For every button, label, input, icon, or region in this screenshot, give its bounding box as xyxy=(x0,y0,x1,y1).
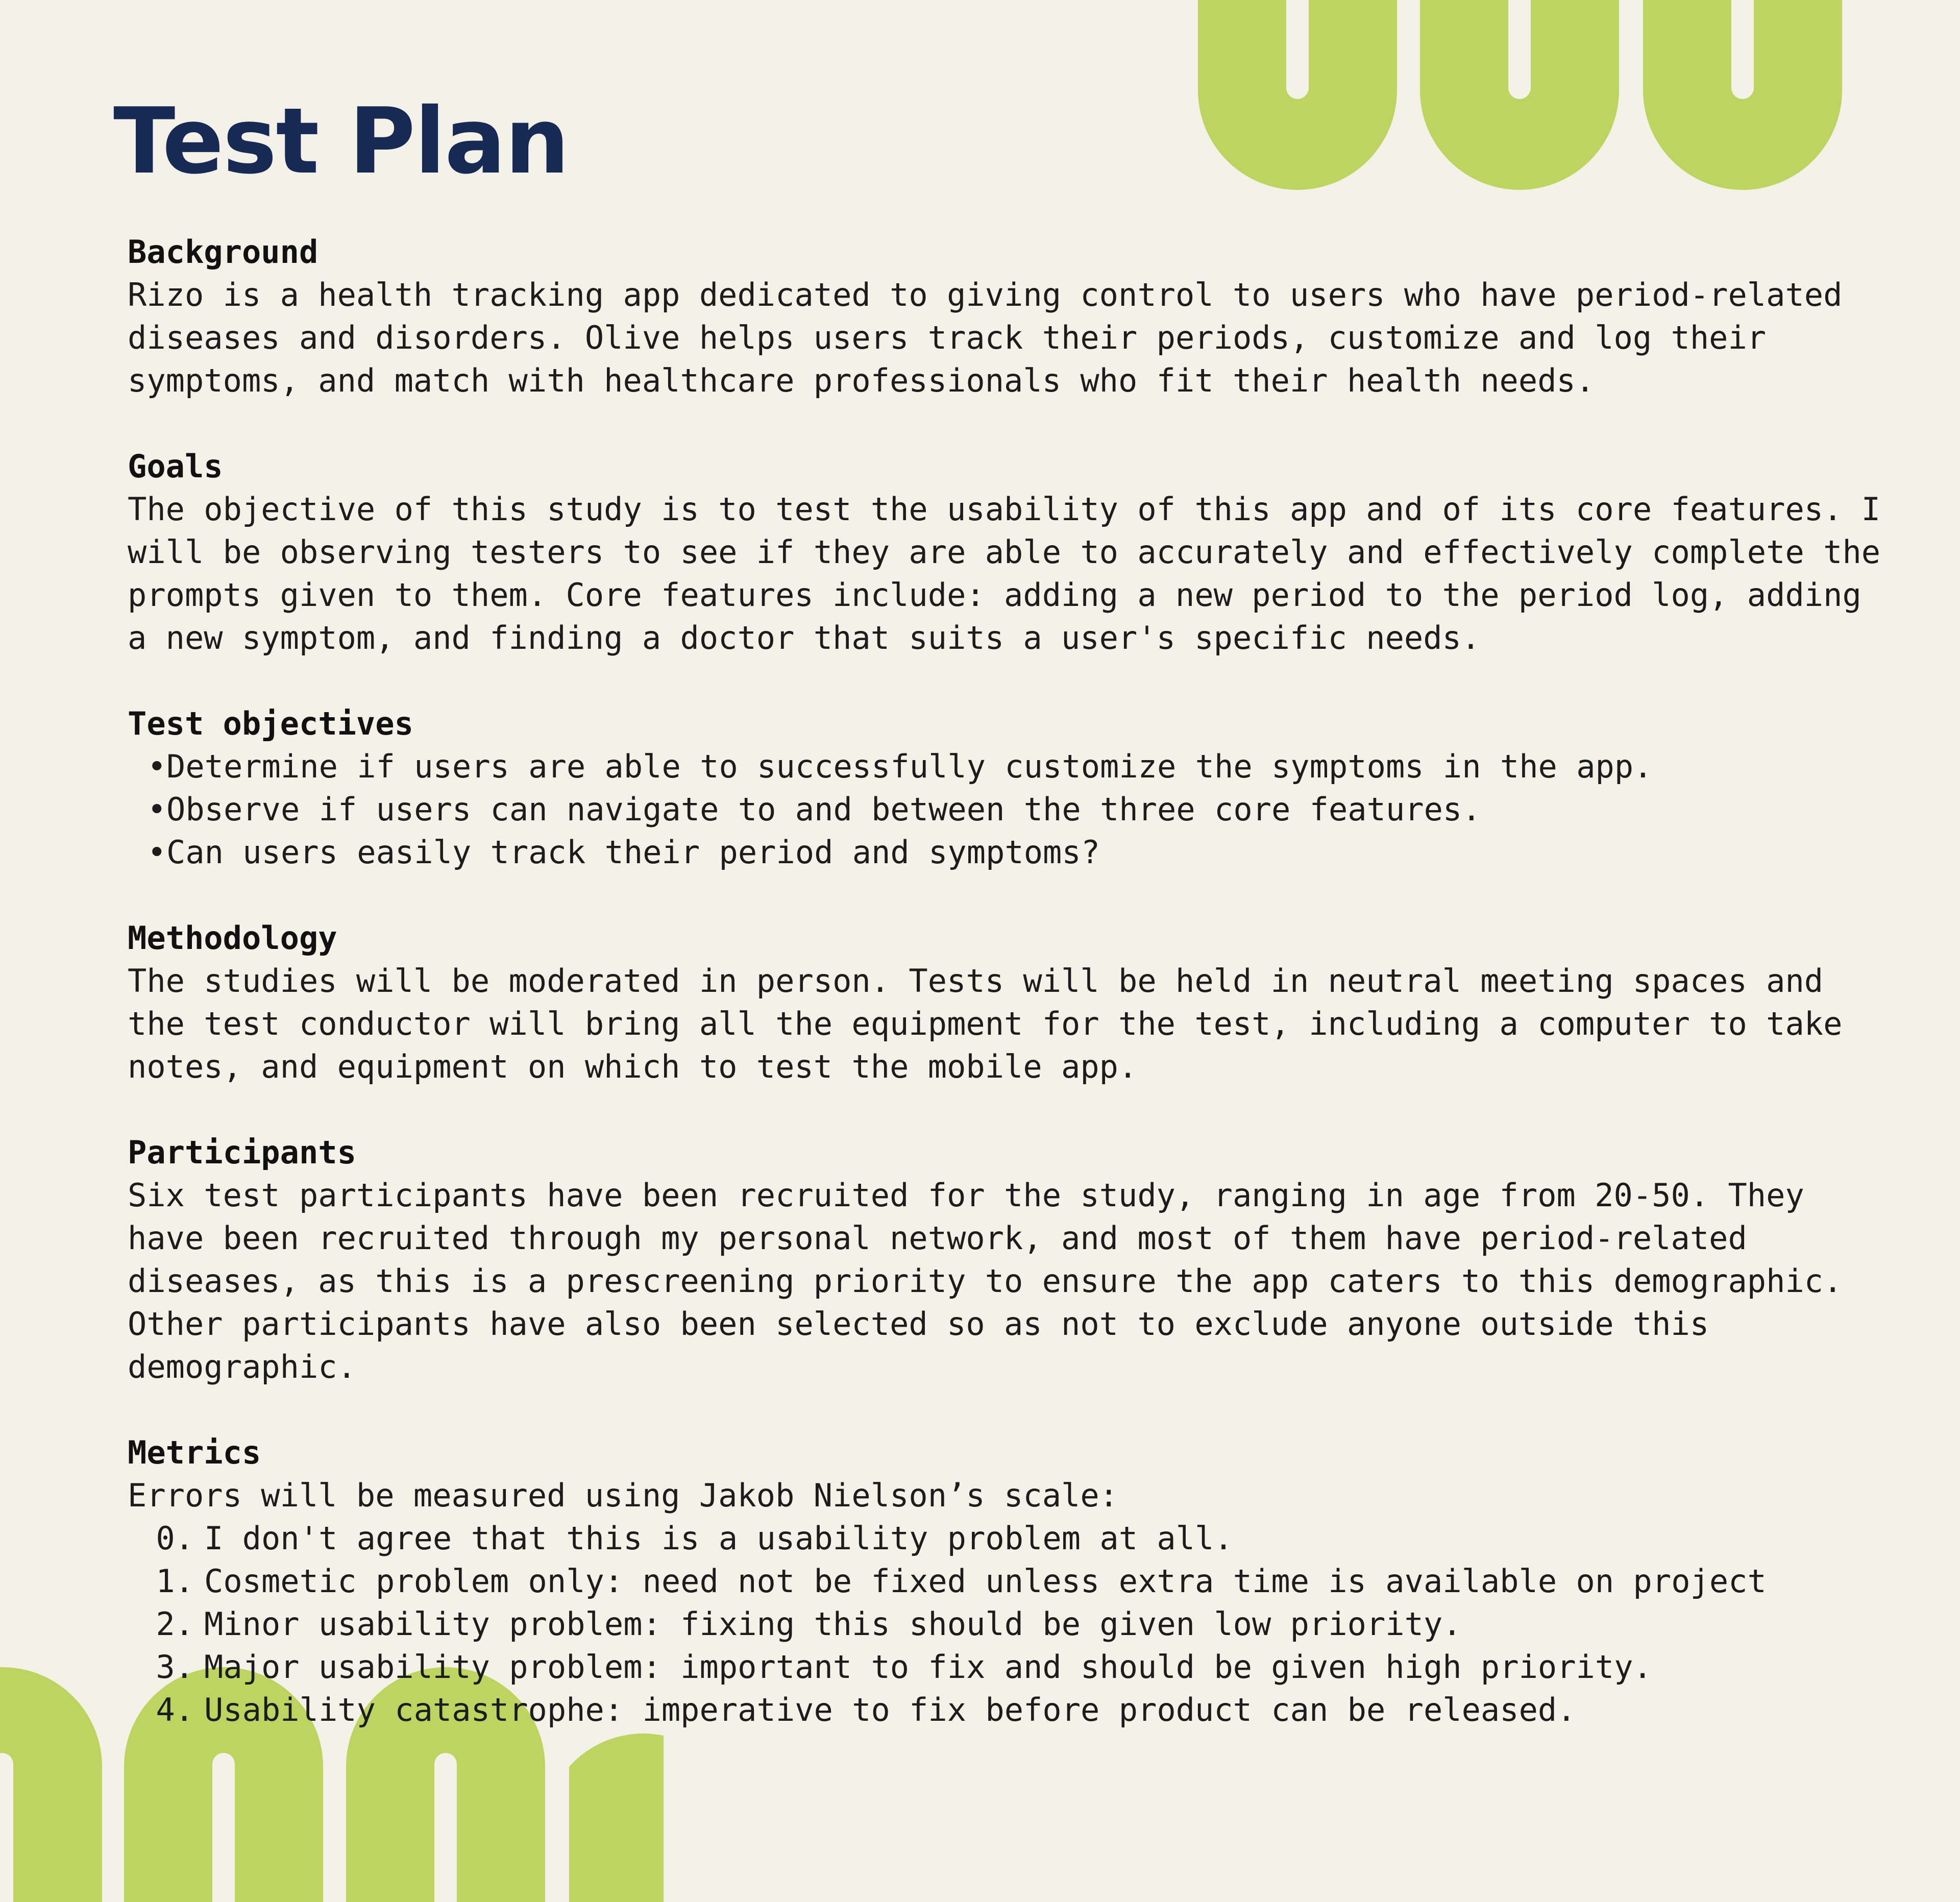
section-heading: Metrics xyxy=(128,1434,261,1471)
scale-text: Usability catastrophe: imperative to fix before product can be released. xyxy=(204,1691,1576,1728)
list-item xyxy=(128,745,1899,788)
scale-text: Cosmetic problem only: need not be fixed unless extra time is available on project xyxy=(204,1563,1767,1600)
section-goals xyxy=(128,445,1899,660)
bullet-icon: • xyxy=(147,791,166,828)
scale-text: Major usability problem: important to fix and should be given high priority. xyxy=(204,1648,1652,1686)
section-methodology xyxy=(128,917,1899,1088)
section-heading: Goals xyxy=(128,448,223,485)
document-body xyxy=(128,231,1899,1774)
list-item xyxy=(128,1689,1899,1732)
section-paragraph: The studies will be moderated in person. Tests will be held in neutral meeting spaces and the test conductor will bring all the equipment for the test, including a computer to take notes, and equipment on which to test the mobile app. xyxy=(128,962,1843,1085)
scale-number: 4. xyxy=(156,1691,194,1728)
scale-text: Minor usability problem: fixing this should be given low priority. xyxy=(204,1605,1462,1643)
decorative-arches-top xyxy=(1198,0,1846,190)
list-item xyxy=(128,1560,1899,1603)
list-item xyxy=(128,1603,1899,1646)
section-heading: Background xyxy=(128,233,318,271)
list-item xyxy=(128,1517,1899,1560)
section-paragraph: The objective of this study is to test the usability of this app and of its core features. I will be observing testers to see if they are able to accurately and effectively complete the prompts given to them. Core features include: adding a new period to the period log, adding a new symptom, and finding a doctor that suits a user's specific needs. xyxy=(128,491,1881,656)
bullet-icon: • xyxy=(147,748,166,785)
page-title: Test Plan xyxy=(113,88,569,194)
list-item-text: Observe if users can navigate to and between the three core features. xyxy=(166,791,1481,828)
section-participants xyxy=(128,1131,1899,1388)
section-test-objectives xyxy=(128,702,1899,874)
scale-number: 2. xyxy=(156,1605,194,1643)
section-heading: Methodology xyxy=(128,919,337,957)
scale-number: 0. xyxy=(156,1520,194,1557)
scale-number: 1. xyxy=(156,1563,194,1600)
section-paragraph: Six test participants have been recruited for the study, ranging in age from 20-50. They have been recruited through my personal network, and most of them have period-related diseases, as this is a prescreening priority to ensure the app caters to this demographic. Other participants have also been selected so as not to exclude anyone outside this demographic. xyxy=(128,1177,1843,1385)
scale-text: I don't agree that this is a usability problem at all. xyxy=(204,1520,1233,1557)
list-item xyxy=(128,788,1899,831)
objectives-list xyxy=(128,745,1899,874)
list-item-text: Can users easily track their period and symptoms? xyxy=(166,834,1100,871)
metrics-intro: Errors will be measured using Jakob Nielson’s scale: xyxy=(128,1477,1119,1514)
list-item xyxy=(128,1646,1899,1689)
scale-number: 3. xyxy=(156,1648,194,1686)
section-heading: Participants xyxy=(128,1134,356,1171)
list-item-text: Determine if users are able to successfully customize the symptoms in the app. xyxy=(166,748,1653,785)
severity-scale-list xyxy=(128,1517,1899,1732)
bullet-icon: • xyxy=(147,834,166,871)
section-metrics xyxy=(128,1431,1899,1732)
section-background xyxy=(128,231,1899,402)
section-paragraph: Rizo is a health tracking app dedicated to giving control to users who have period-related diseases and disorders. Olive helps users track their periods, customize and log their symptoms, and match with healthcare professionals who fit their health needs. xyxy=(128,276,1843,399)
list-item xyxy=(128,831,1899,874)
section-heading: Test objectives xyxy=(128,705,413,742)
